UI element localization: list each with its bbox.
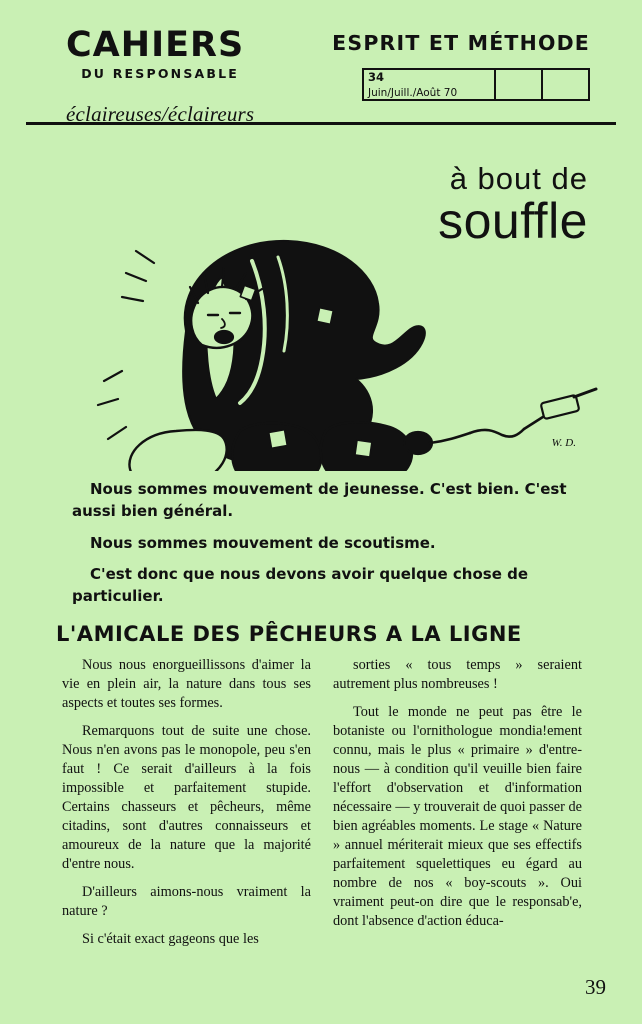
intro-line: Nous sommes mouvement de scoutisme. bbox=[90, 533, 436, 552]
paragraph: Nous nous enorgueillissons d'aimer la vie en plein air, la nature dans tous ses aspects et toutes ses formes. bbox=[62, 656, 311, 711]
brand-branch: éclaireuses/éclaireurs bbox=[66, 102, 255, 126]
paragraph: Si c'était exact gageons que les bbox=[82, 930, 259, 947]
brand-block bbox=[66, 25, 255, 127]
paragraph: Tout le monde ne peut pas être le botaniste ou l'ornithologue mondia!ement connu, mais le plus « primaire » d'entre-nous — à condition qu'il veuille bien faire l'effort d'observation et d'information nécessaire — y trouverait de quoi passer de bien agréables moments. Le stage « Nature » annuel mériterait mieux que ses effectifs parfaitement squelettiques eu égard au nombre de nos « boy-scouts ». Oui vraiment peut-on dire que le responsab'e, dont l'absence d'action éduca- bbox=[333, 703, 582, 929]
issue-date: Juin/Juill./Août 70 bbox=[368, 86, 458, 99]
article-columns bbox=[26, 656, 616, 958]
brand-subtitle: DU RESPONSABLE bbox=[81, 66, 240, 81]
issue-cell-main bbox=[364, 70, 496, 99]
issue-box bbox=[362, 68, 590, 101]
cartoon-illustration bbox=[26, 131, 616, 471]
paragraph: D'ailleurs aimons-nous vraiment la nature ? bbox=[62, 883, 311, 919]
cartoon-svg bbox=[26, 131, 616, 471]
brand-title: CAHIERS bbox=[66, 25, 245, 65]
artist-signature: W. D. bbox=[551, 437, 576, 449]
issue-number: 34 bbox=[368, 70, 385, 84]
page-number: 39 bbox=[585, 975, 606, 999]
intro-line: C'est donc que nous devons avoir quelque chose de particulier. bbox=[72, 565, 528, 605]
paragraph: Remarquons tout de suite une chose. Nous n'en avons pas le monopole, peu s'en faut ! Ce serait d'ailleurs à la fois impossible et parfaitement stupide. Certains chasseurs et pêcheurs, même citadins, sont d'autres connaisseurs et amoureux de la nature que la majorité d'entre nous. bbox=[62, 722, 311, 872]
masthead bbox=[26, 0, 616, 126]
issue-cell-blank-2 bbox=[543, 70, 588, 99]
article-column-left bbox=[62, 656, 311, 958]
intro-block bbox=[26, 479, 616, 608]
article-title: L'AMICALE DES PÊCHEURS A LA LIGNE bbox=[56, 621, 522, 646]
issue-cell-blank-1 bbox=[496, 70, 543, 99]
cartoon-headline-line2: souffle bbox=[438, 193, 588, 249]
section-title: ESPRIT ET MÉTHODE bbox=[332, 31, 590, 55]
paragraph: sorties « tous temps » seraient autrement plus nombreuses ! bbox=[333, 656, 582, 692]
intro-line: Nous sommes mouvement de jeunesse. C'est bien. C'est aussi bien général. bbox=[72, 480, 567, 520]
cartoon-headline-line1: à bout de bbox=[449, 161, 588, 196]
article-column-right bbox=[333, 656, 582, 958]
